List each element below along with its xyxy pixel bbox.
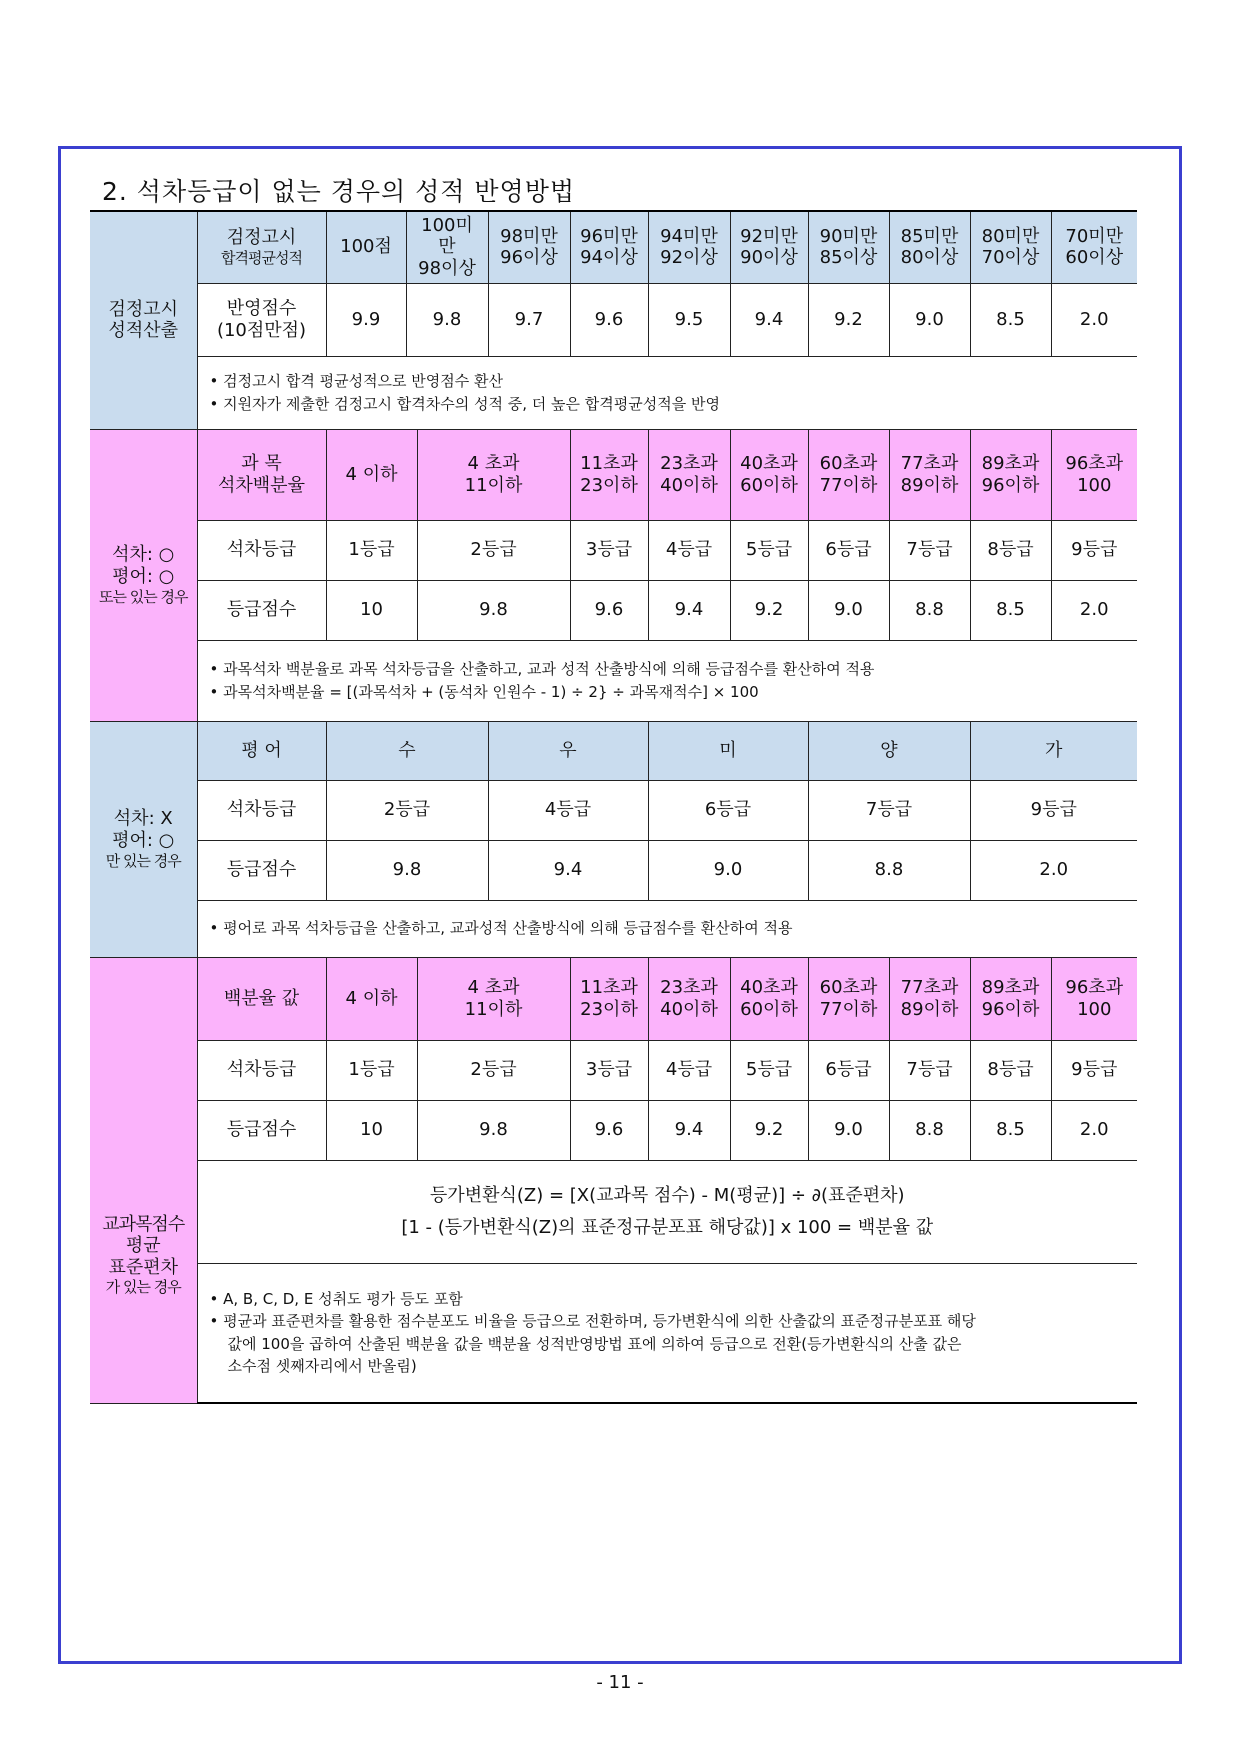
sec2-grade: 5등급 (730, 520, 808, 580)
sec3-grade: 9등급 (970, 780, 1137, 840)
sec1-header-label: 검정고시 합격평균성적 (197, 211, 326, 283)
sec3-score: 9.0 (648, 840, 808, 900)
sec1-score: 9.4 (730, 283, 808, 356)
sec1-score: 9.6 (570, 283, 648, 356)
sec2-score: 9.0 (808, 580, 889, 640)
sec1-score: 9.8 (406, 283, 488, 356)
sec2-header-label: 과 목 석차백분율 (197, 429, 326, 520)
sec1-score: 9.5 (648, 283, 730, 356)
sec3-notes: • 평어로 과목 석차등급을 산출하고, 교과성적 산출방식에 의해 등급점수를 환산하여 적용 (197, 900, 1137, 957)
sec2-score-label: 등급점수 (197, 580, 326, 640)
sec1-range: 98미만 96이상 (488, 211, 570, 283)
sec4-formula: 등가변환식(Z) = [X(교과목 점수) - M(평균)] ÷ ∂(표준편차) [1 - (등가변환식(Z)의 표준정규분포표 해당값)] x 100 = 백분율 값 (197, 1160, 1137, 1263)
sec2-side-label: 석차: ○ 평어: ○ 또는 있는 경우 (90, 429, 197, 721)
sec2-range: 4 이하 (326, 429, 417, 520)
sec4-range: 40초과 60이하 (730, 957, 808, 1040)
sec2-score: 9.2 (730, 580, 808, 640)
sec1-header-row (90, 211, 1137, 283)
sec4-grade: 5등급 (730, 1040, 808, 1100)
sec1-notes: • 검정고시 합격 평균성적으로 반영점수 환산 • 지원자가 제출한 검정고시 합격차수의 성적 중, 더 높은 합격평균성적을 반영 (197, 356, 1137, 429)
sec1-score: 9.0 (889, 283, 970, 356)
sec4-score: 8.5 (970, 1100, 1051, 1160)
sec3-score: 9.4 (488, 840, 648, 900)
sec4-grade: 4등급 (648, 1040, 730, 1100)
sec2-range: 89초과 96이하 (970, 429, 1051, 520)
sec1-score: 2.0 (1051, 283, 1137, 356)
sec1-range: 90미만 85이상 (808, 211, 889, 283)
sec3-grade: 2등급 (326, 780, 488, 840)
sec2-score: 8.5 (970, 580, 1051, 640)
sec4-score: 10 (326, 1100, 417, 1160)
sec1-score: 8.5 (970, 283, 1051, 356)
sec2-grade: 1등급 (326, 520, 417, 580)
sec4-score: 9.8 (417, 1100, 570, 1160)
sec4-grade: 2등급 (417, 1040, 570, 1100)
sec3-rating: 미 (648, 721, 808, 780)
sec4-score: 9.2 (730, 1100, 808, 1160)
sec4-score: 2.0 (1051, 1100, 1137, 1160)
sec2-score: 2.0 (1051, 580, 1137, 640)
sec3-grade-row (90, 780, 1137, 840)
sec3-grade: 7등급 (808, 780, 970, 840)
sec2-grade: 3등급 (570, 520, 648, 580)
sec1-score: 9.9 (326, 283, 406, 356)
sec4-score-label: 등급점수 (197, 1100, 326, 1160)
sec1-score-row (90, 283, 1137, 356)
sec4-notes-row (90, 1263, 1137, 1403)
sec4-formula-row (90, 1160, 1137, 1263)
sec3-score: 2.0 (970, 840, 1137, 900)
sec2-score: 9.8 (417, 580, 570, 640)
sec1-range: 100미 만 98이상 (406, 211, 488, 283)
sec1-range: 94미만 92이상 (648, 211, 730, 283)
sec4-grade: 3등급 (570, 1040, 648, 1100)
sec4-grade: 7등급 (889, 1040, 970, 1100)
sec4-range: 77초과 89이하 (889, 957, 970, 1040)
sec3-grade: 4등급 (488, 780, 648, 840)
sec2-header-row (90, 429, 1137, 520)
sec1-range: 100점 (326, 211, 406, 283)
sec2-grade: 2등급 (417, 520, 570, 580)
sec2-range: 23초과 40이하 (648, 429, 730, 520)
sec2-grade: 9등급 (1051, 520, 1137, 580)
sec1-side-label: 검정고시 성적산출 (90, 211, 197, 429)
sec4-range: 89초과 96이하 (970, 957, 1051, 1040)
sec4-grade: 6등급 (808, 1040, 889, 1100)
sec2-notes-row (90, 640, 1137, 721)
sec2-score-row (90, 580, 1137, 640)
sec1-range: 96미만 94이상 (570, 211, 648, 283)
sec4-notes: • A, B, C, D, E 성취도 평가 등도 포함 • 평균과 표준편차를 활용한 점수분포도 비율을 등급으로 전환하며, 등가변환식에 의한 산출값의 표준정규분포표 해당 값에 100을 곱하여 산출된 백분율 값을 백분율 성적반영방법 표에 의하여 등급으로 전환(등가변환식의 산출 값은 소수점 셋째자리에서 반올림) (197, 1263, 1137, 1403)
sec2-score: 9.6 (570, 580, 648, 640)
sec2-range: 40초과 60이하 (730, 429, 808, 520)
sec3-rating: 가 (970, 721, 1137, 780)
sec3-score: 8.8 (808, 840, 970, 900)
sec3-score-row (90, 840, 1137, 900)
sec3-grade-label: 석차등급 (197, 780, 326, 840)
sec4-score: 9.4 (648, 1100, 730, 1160)
sec3-score-label: 등급점수 (197, 840, 326, 900)
sec4-range: 11초과 23이하 (570, 957, 648, 1040)
sec2-range: 60초과 77이하 (808, 429, 889, 520)
sec2-grade: 8등급 (970, 520, 1051, 580)
sec2-range: 4 초과 11이하 (417, 429, 570, 520)
sec3-grade: 6등급 (648, 780, 808, 840)
sec4-range: 4 이하 (326, 957, 417, 1040)
page-number: - 11 - (596, 1672, 644, 1693)
sec2-grade: 4등급 (648, 520, 730, 580)
sec4-header-label: 백분율 값 (197, 957, 326, 1040)
sec4-side-label: 교과목점수 평균 표준편차 가 있는 경우 (90, 957, 197, 1403)
sec3-score: 9.8 (326, 840, 488, 900)
sec1-range: 70미만 60이상 (1051, 211, 1137, 283)
sec2-range: 77초과 89이하 (889, 429, 970, 520)
sec3-side-label: 석차: X 평어: ○ 만 있는 경우 (90, 721, 197, 957)
sec2-grade: 6등급 (808, 520, 889, 580)
sec2-notes: • 과목석차 백분율로 과목 석차등급을 산출하고, 교과 성적 산출방식에 의해 등급점수를 환산하여 적용 • 과목석차백분율 = [(과목석차 + (동석차 인원수 - 1) ÷ 2} ÷ 과목재적수] × 100 (197, 640, 1137, 721)
sec1-notes-row (90, 356, 1137, 429)
sec4-range: 23초과 40이하 (648, 957, 730, 1040)
sec3-notes-row (90, 900, 1137, 957)
sec2-score: 8.8 (889, 580, 970, 640)
sec4-range: 60초과 77이하 (808, 957, 889, 1040)
sec4-grade-row (90, 1040, 1137, 1100)
sec3-rating: 우 (488, 721, 648, 780)
sec1-score-label: 반영점수 (10점만점) (197, 283, 326, 356)
sec1-score: 9.2 (808, 283, 889, 356)
sec2-grade: 7등급 (889, 520, 970, 580)
sec2-score: 10 (326, 580, 417, 640)
section-title: 2. 석차등급이 없는 경우의 성적 반영방법 (102, 177, 575, 206)
sec4-score: 8.8 (889, 1100, 970, 1160)
sec1-range: 80미만 70이상 (970, 211, 1051, 283)
sec2-grade-row (90, 520, 1137, 580)
sec4-grade-label: 석차등급 (197, 1040, 326, 1100)
sec4-score: 9.0 (808, 1100, 889, 1160)
grade-conversion-table (90, 210, 1137, 1404)
sec3-rating: 양 (808, 721, 970, 780)
sec3-header-label: 평 어 (197, 721, 326, 780)
sec2-range: 11초과 23이하 (570, 429, 648, 520)
sec3-rating: 수 (326, 721, 488, 780)
sec1-range: 85미만 80이상 (889, 211, 970, 283)
sec4-range: 4 초과 11이하 (417, 957, 570, 1040)
sec4-grade: 8등급 (970, 1040, 1051, 1100)
sec4-grade: 9등급 (1051, 1040, 1137, 1100)
sec2-range: 96초과 100 (1051, 429, 1137, 520)
sec4-score: 9.6 (570, 1100, 648, 1160)
sec4-header-row (90, 957, 1137, 1040)
sec2-score: 9.4 (648, 580, 730, 640)
sec4-range: 96초과 100 (1051, 957, 1137, 1040)
sec4-grade: 1등급 (326, 1040, 417, 1100)
sec2-grade-label: 석차등급 (197, 520, 326, 580)
sec4-score-row (90, 1100, 1137, 1160)
sec3-header-row (90, 721, 1137, 780)
sec1-score: 9.7 (488, 283, 570, 356)
sec1-range: 92미만 90이상 (730, 211, 808, 283)
